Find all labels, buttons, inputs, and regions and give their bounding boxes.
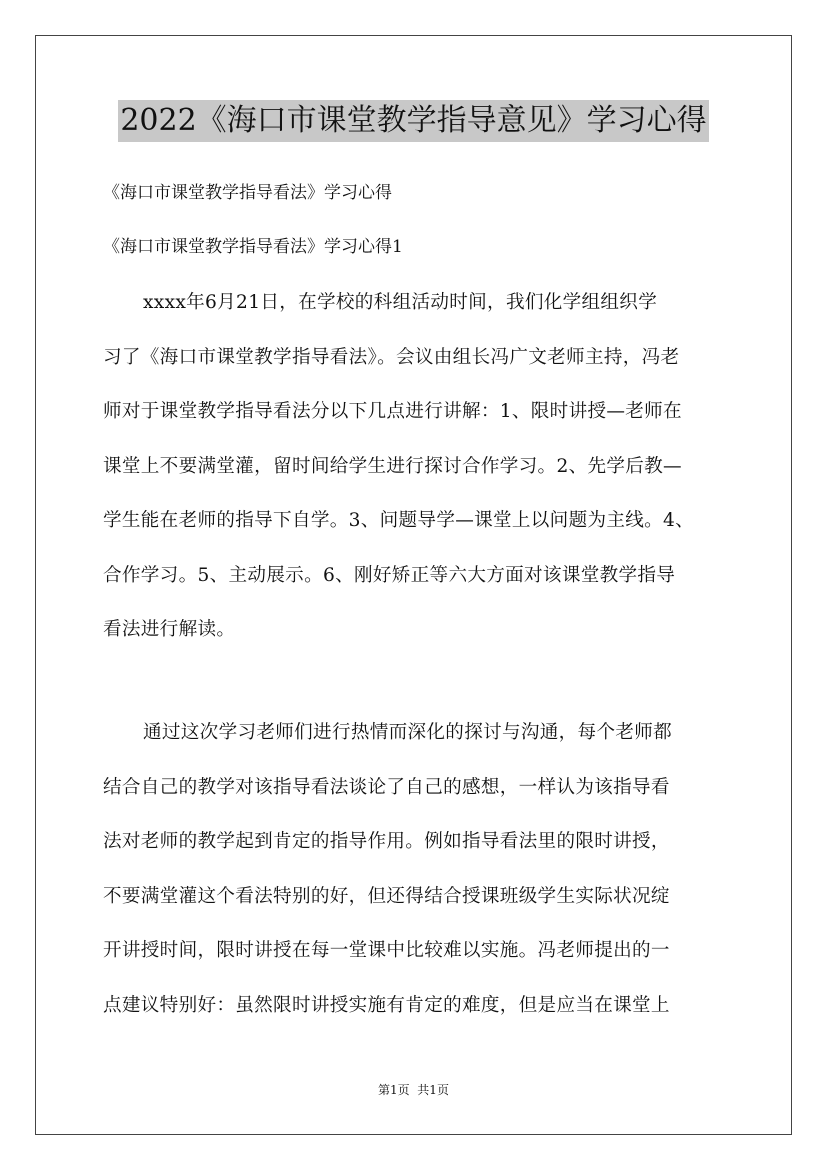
paragraph-line: 看法进行解读。 [103, 619, 236, 640]
paragraph-2 [103, 706, 743, 1033]
paragraph-line: 不要满堂灌这个看法特别的好，但还得结合授课班级学生实际状况绽 [103, 885, 670, 907]
paragraph-line: 合作学习。5、主动展示。6、刚好矫正等六大方面对该课堂教学指导 [103, 564, 676, 586]
paragraph-line: 学生能在老师的指导下自学。3、问题导学—课堂上以问题为主线。4、 [103, 510, 695, 531]
document-title: 2022《海口市课堂教学指导意见》学习心得 [118, 100, 708, 142]
paragraph-line: 法对老师的教学起到肯定的指导作用。例如指导看法里的限时讲授， [103, 831, 670, 852]
title-container [0, 100, 827, 142]
paragraph-line: 习了《海口市课堂教学指导看法》。会议由组长冯广文老师主持，冯老 [103, 346, 680, 368]
paragraph-line: 开讲授时间，限时讲授在每一堂课中比较难以实施。冯老师提出的一 [103, 940, 670, 961]
paragraph-line: 课堂上不要满堂灌，留时间给学生进行探讨合作学习。2、先学后教— [103, 455, 682, 477]
paragraph-line: 结合自己的教学对该指导看法谈论了自己的感想，一样认为该指导看 [103, 776, 670, 798]
paragraph-1 [103, 276, 743, 658]
paragraph-line: 师对于课堂教学指导看法分以下几点进行讲解：1、限时讲授—老师在 [103, 401, 682, 422]
subtitle-1: 《海口市课堂教学指导看法》学习心得 [103, 183, 392, 203]
paragraph-line: 通过这次学习老师们进行热情而深化的探讨与沟通，每个老师都 [143, 722, 673, 743]
paragraph-line: 点建议特别好：虽然限时讲授实施有肯定的难度，但是应当在课堂上 [103, 994, 670, 1016]
paragraph-line: xxxx年6月21日，在学校的科组活动时间，我们化学组组织学 [143, 292, 658, 313]
subtitle-2: 《海口市课堂教学指导看法》学习心得1 [103, 237, 403, 257]
page-footer: 第1页 共1页 [378, 1083, 449, 1097]
